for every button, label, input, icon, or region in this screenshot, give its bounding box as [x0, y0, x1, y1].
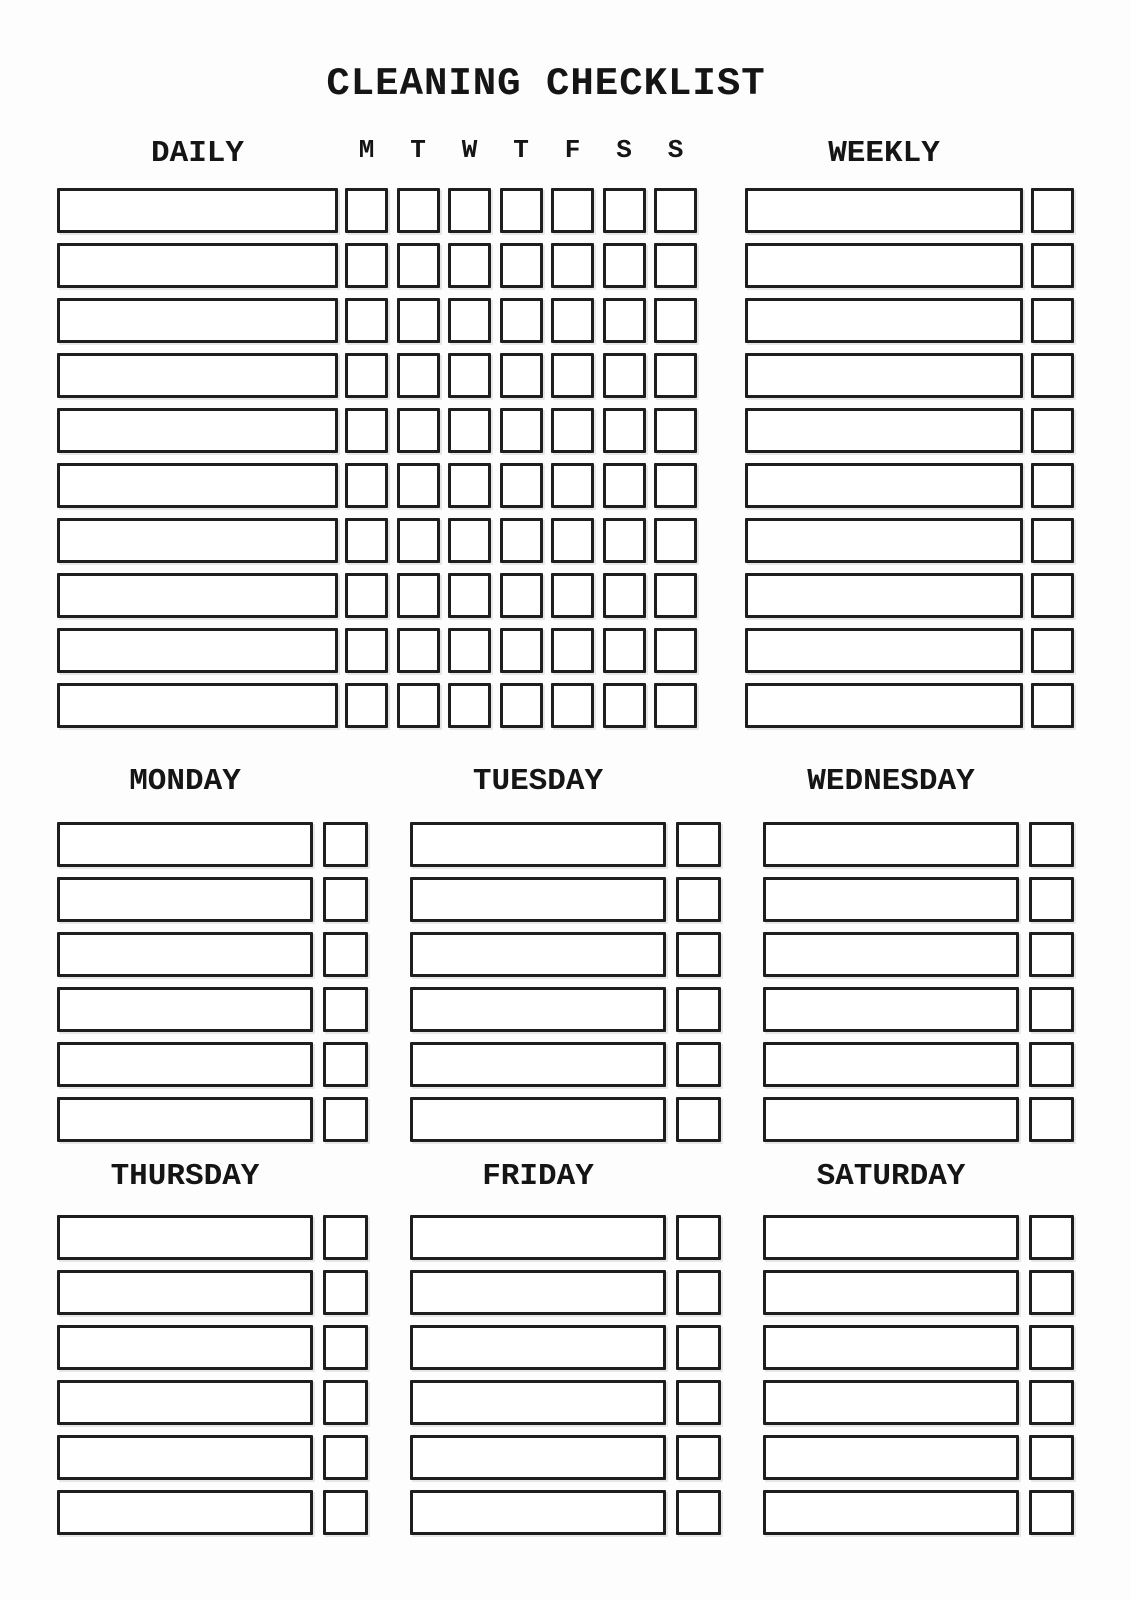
daily-day-checkbox[interactable]: [654, 353, 697, 398]
weekday-task-field[interactable]: [410, 932, 666, 977]
weekly-task-field[interactable]: [745, 188, 1023, 233]
daily-day-checkbox[interactable]: [397, 518, 440, 563]
daily-day-checkbox[interactable]: [603, 463, 646, 508]
weekday-section-label: FRIDAY: [482, 1159, 594, 1194]
weekday-task-field[interactable]: [57, 877, 313, 922]
weekday-task-field[interactable]: [410, 1097, 666, 1142]
weekday-task-field[interactable]: [763, 1270, 1019, 1315]
daily-day-checkbox[interactable]: [448, 243, 491, 288]
daily-day-checkbox[interactable]: [654, 573, 697, 618]
daily-day-checkbox[interactable]: [500, 628, 543, 673]
day-letter: T: [410, 135, 426, 165]
weekday-section-label: SATURDAY: [816, 1159, 966, 1194]
weekday-checkbox[interactable]: [676, 1325, 721, 1370]
daily-day-checkbox[interactable]: [397, 683, 440, 728]
daily-day-checkbox[interactable]: [345, 408, 388, 453]
daily-task-field[interactable]: [57, 243, 338, 288]
weekday-checkbox[interactable]: [676, 822, 721, 867]
weekly-task-field[interactable]: [745, 353, 1023, 398]
weekly-checkbox[interactable]: [1031, 298, 1074, 343]
daily-day-checkbox[interactable]: [500, 463, 543, 508]
daily-day-checkbox[interactable]: [500, 188, 543, 233]
daily-day-checkbox[interactable]: [654, 463, 697, 508]
daily-day-checkbox[interactable]: [654, 518, 697, 563]
daily-day-checkbox[interactable]: [397, 408, 440, 453]
daily-day-checkbox[interactable]: [500, 518, 543, 563]
weekly-task-field[interactable]: [745, 628, 1023, 673]
weekday-checkbox[interactable]: [323, 822, 368, 867]
weekly-checkbox[interactable]: [1031, 188, 1074, 233]
daily-day-checkbox[interactable]: [551, 298, 594, 343]
weekly-checkbox[interactable]: [1031, 628, 1074, 673]
weekday-task-field[interactable]: [410, 1380, 666, 1425]
daily-task-field[interactable]: [57, 628, 338, 673]
weekday-checkbox[interactable]: [676, 1097, 721, 1142]
daily-day-checkbox[interactable]: [603, 243, 646, 288]
weekday-task-field[interactable]: [410, 1270, 666, 1315]
daily-day-checkbox[interactable]: [603, 188, 646, 233]
weekly-checkbox[interactable]: [1031, 463, 1074, 508]
weekly-task-field[interactable]: [745, 243, 1023, 288]
daily-day-checkbox[interactable]: [345, 518, 388, 563]
weekly-checkbox[interactable]: [1031, 243, 1074, 288]
weekday-task-field[interactable]: [57, 1215, 313, 1260]
daily-day-checkbox[interactable]: [603, 518, 646, 563]
weekday-checkbox[interactable]: [323, 877, 368, 922]
weekday-task-field[interactable]: [410, 987, 666, 1032]
daily-day-checkbox[interactable]: [345, 243, 388, 288]
daily-task-field[interactable]: [57, 408, 338, 453]
daily-day-checkbox[interactable]: [397, 188, 440, 233]
daily-day-checkbox[interactable]: [448, 628, 491, 673]
daily-day-checkbox[interactable]: [448, 408, 491, 453]
weekday-checkbox[interactable]: [1029, 877, 1074, 922]
weekday-task-field[interactable]: [57, 932, 313, 977]
daily-day-checkbox[interactable]: [448, 573, 491, 618]
weekday-checkbox[interactable]: [323, 1325, 368, 1370]
weekly-task-field[interactable]: [745, 408, 1023, 453]
weekday-task-field[interactable]: [57, 1490, 313, 1535]
day-letter: S: [667, 135, 684, 165]
weekly-section-label: WEEKLY: [828, 136, 940, 171]
weekday-checkbox[interactable]: [676, 1435, 721, 1480]
daily-day-checkbox[interactable]: [397, 353, 440, 398]
daily-task-field[interactable]: [57, 573, 338, 618]
daily-day-checkbox[interactable]: [345, 298, 388, 343]
daily-day-checkbox[interactable]: [603, 353, 646, 398]
weekday-task-field[interactable]: [763, 1325, 1019, 1370]
weekly-task-field[interactable]: [745, 298, 1023, 343]
weekday-checkbox[interactable]: [676, 987, 721, 1032]
daily-day-checkbox[interactable]: [345, 683, 388, 728]
weekday-checkbox[interactable]: [1029, 822, 1074, 867]
daily-day-checkbox[interactable]: [345, 463, 388, 508]
daily-day-checkbox[interactable]: [654, 408, 697, 453]
daily-task-field[interactable]: [57, 683, 338, 728]
daily-day-checkbox[interactable]: [551, 518, 594, 563]
weekday-task-field[interactable]: [57, 1380, 313, 1425]
weekday-task-field[interactable]: [410, 1435, 666, 1480]
weekday-task-field[interactable]: [763, 987, 1019, 1032]
weekday-checkbox[interactable]: [676, 1215, 721, 1260]
weekday-section-label: TUESDAY: [472, 764, 604, 799]
weekday-checkbox[interactable]: [676, 1380, 721, 1425]
weekday-checkbox[interactable]: [1029, 932, 1074, 977]
daily-task-field[interactable]: [57, 518, 338, 563]
daily-day-checkbox[interactable]: [397, 298, 440, 343]
weekday-checkbox[interactable]: [1029, 1097, 1074, 1142]
weekly-checkbox[interactable]: [1031, 518, 1074, 563]
weekday-task-field[interactable]: [410, 1042, 666, 1087]
weekday-task-field[interactable]: [410, 877, 666, 922]
weekday-checkbox[interactable]: [323, 932, 368, 977]
daily-day-checkbox[interactable]: [500, 298, 543, 343]
weekday-task-field[interactable]: [763, 1097, 1019, 1142]
weekday-checkbox[interactable]: [1029, 1042, 1074, 1087]
page-title: CLEANING CHECKLIST: [326, 62, 766, 106]
weekday-checkbox[interactable]: [676, 932, 721, 977]
daily-day-checkbox[interactable]: [500, 683, 543, 728]
weekday-checkbox[interactable]: [1029, 1435, 1074, 1480]
daily-day-checkbox[interactable]: [397, 463, 440, 508]
weekday-checkbox[interactable]: [323, 987, 368, 1032]
day-letter: F: [564, 135, 581, 165]
weekday-task-field[interactable]: [57, 1042, 313, 1087]
weekly-task-field[interactable]: [745, 683, 1023, 728]
daily-day-checkbox[interactable]: [654, 188, 697, 233]
daily-day-checkbox[interactable]: [551, 683, 594, 728]
daily-day-checkbox[interactable]: [448, 298, 491, 343]
daily-task-field[interactable]: [57, 188, 338, 233]
weekday-task-field[interactable]: [763, 1435, 1019, 1480]
daily-day-checkbox[interactable]: [654, 243, 697, 288]
weekly-task-field[interactable]: [745, 573, 1023, 618]
daily-task-field[interactable]: [57, 353, 338, 398]
daily-day-checkbox[interactable]: [397, 628, 440, 673]
daily-day-checkbox[interactable]: [654, 298, 697, 343]
daily-day-checkbox[interactable]: [551, 188, 594, 233]
daily-day-checkbox[interactable]: [551, 408, 594, 453]
weekly-task-field[interactable]: [745, 518, 1023, 563]
day-letter: T: [513, 135, 529, 165]
weekday-task-field[interactable]: [763, 822, 1019, 867]
weekday-task-field[interactable]: [763, 932, 1019, 977]
weekly-checkbox[interactable]: [1031, 353, 1074, 398]
weekday-task-field[interactable]: [57, 987, 313, 1032]
daily-day-checkbox[interactable]: [551, 628, 594, 673]
weekday-checkbox[interactable]: [1029, 1270, 1074, 1315]
weekday-task-field[interactable]: [410, 1215, 666, 1260]
daily-day-checkbox[interactable]: [551, 463, 594, 508]
daily-task-field[interactable]: [57, 463, 338, 508]
weekday-task-field[interactable]: [763, 1380, 1019, 1425]
daily-day-checkbox[interactable]: [603, 298, 646, 343]
weekday-checkbox[interactable]: [323, 1435, 368, 1480]
weekday-checkbox[interactable]: [676, 1042, 721, 1087]
daily-day-checkbox[interactable]: [500, 573, 543, 618]
daily-day-checkbox[interactable]: [603, 573, 646, 618]
daily-day-checkbox[interactable]: [345, 188, 388, 233]
daily-day-checkbox[interactable]: [603, 408, 646, 453]
daily-day-checkbox[interactable]: [345, 353, 388, 398]
day-letter: M: [358, 135, 375, 165]
daily-day-checkbox[interactable]: [654, 628, 697, 673]
daily-day-checkbox[interactable]: [448, 683, 491, 728]
weekday-checkbox[interactable]: [323, 1270, 368, 1315]
daily-day-checkbox[interactable]: [551, 573, 594, 618]
daily-day-checkbox[interactable]: [500, 353, 543, 398]
daily-day-checkbox[interactable]: [448, 188, 491, 233]
day-letter: S: [616, 135, 632, 165]
weekday-section-label: WEDNESDAY: [807, 764, 975, 799]
weekday-task-field[interactable]: [763, 1215, 1019, 1260]
daily-day-checkbox[interactable]: [345, 628, 388, 673]
daily-section-label: DAILY: [150, 136, 244, 171]
day-letter: W: [461, 135, 478, 165]
weekday-checkbox[interactable]: [323, 1380, 368, 1425]
daily-day-checkbox[interactable]: [603, 683, 646, 728]
weekday-task-field[interactable]: [57, 822, 313, 867]
weekly-checkbox[interactable]: [1031, 408, 1074, 453]
daily-day-checkbox[interactable]: [448, 353, 491, 398]
weekday-checkbox[interactable]: [676, 1490, 721, 1535]
weekday-task-field[interactable]: [763, 1042, 1019, 1087]
weekday-task-field[interactable]: [763, 1490, 1019, 1535]
daily-day-checkbox[interactable]: [500, 243, 543, 288]
weekday-checkbox[interactable]: [323, 1097, 368, 1142]
weekday-checkbox[interactable]: [323, 1215, 368, 1260]
weekday-task-field[interactable]: [410, 822, 666, 867]
daily-day-checkbox[interactable]: [603, 628, 646, 673]
weekday-checkbox[interactable]: [676, 877, 721, 922]
weekday-checkbox[interactable]: [676, 1270, 721, 1315]
daily-day-checkbox[interactable]: [551, 353, 594, 398]
daily-day-checkbox[interactable]: [448, 463, 491, 508]
weekday-checkbox[interactable]: [1029, 1380, 1074, 1425]
weekday-task-field[interactable]: [410, 1490, 666, 1535]
daily-day-checkbox[interactable]: [397, 573, 440, 618]
weekday-task-field[interactable]: [57, 1270, 313, 1315]
weekday-task-field[interactable]: [410, 1325, 666, 1370]
weekday-task-field[interactable]: [57, 1325, 313, 1370]
weekly-checkbox[interactable]: [1031, 573, 1074, 618]
daily-day-checkbox[interactable]: [345, 573, 388, 618]
daily-day-checkbox[interactable]: [654, 683, 697, 728]
weekly-checkbox[interactable]: [1031, 683, 1074, 728]
weekday-checkbox[interactable]: [1029, 987, 1074, 1032]
weekday-task-field[interactable]: [57, 1435, 313, 1480]
weekday-checkbox[interactable]: [1029, 1215, 1074, 1260]
weekly-task-field[interactable]: [745, 463, 1023, 508]
weekday-checkbox[interactable]: [1029, 1325, 1074, 1370]
daily-day-checkbox[interactable]: [500, 408, 543, 453]
weekday-checkbox[interactable]: [323, 1490, 368, 1535]
weekday-checkbox[interactable]: [323, 1042, 368, 1087]
daily-day-checkbox[interactable]: [397, 243, 440, 288]
daily-task-field[interactable]: [57, 298, 338, 343]
daily-day-checkbox[interactable]: [551, 243, 594, 288]
weekday-checkbox[interactable]: [1029, 1490, 1074, 1535]
weekday-section-label: THURSDAY: [110, 1159, 260, 1194]
weekday-task-field[interactable]: [763, 877, 1019, 922]
weekday-task-field[interactable]: [57, 1097, 313, 1142]
weekday-section-label: MONDAY: [129, 764, 241, 799]
daily-day-checkbox[interactable]: [448, 518, 491, 563]
